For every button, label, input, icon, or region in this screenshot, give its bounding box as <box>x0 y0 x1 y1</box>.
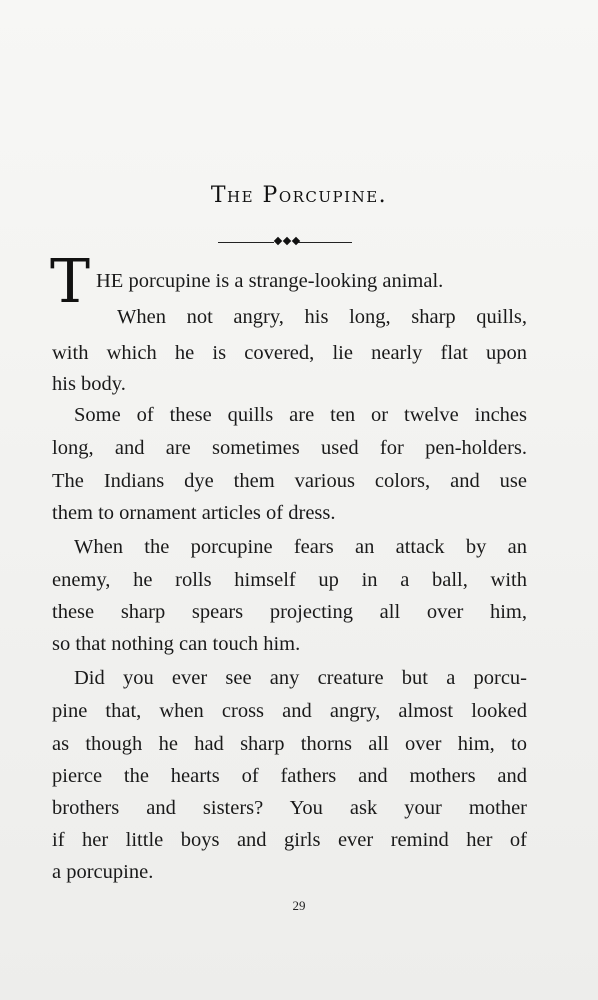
page-number: 29 <box>292 898 306 913</box>
paragraph-1-line-4: his body. <box>52 373 126 395</box>
paragraph-1-line-3: with which he is covered, lie nearly flat upon <box>52 342 527 364</box>
drop-cap: T <box>50 247 91 317</box>
paragraph-4-line-1: Did you ever see any creature but a porcu- <box>74 667 527 689</box>
paragraph-4-line-3: as though he had sharp thorns all over him, to <box>52 733 527 755</box>
paragraph-2-line-1: Some of these quills are ten or twelve inches <box>74 404 527 426</box>
ornament-rule-left <box>218 242 274 243</box>
paragraph-4-line-2: pine that, when cross and angry, almost looked <box>52 700 527 722</box>
paragraph-4-line-7: a porcupine. <box>52 861 154 883</box>
ornament-diamond <box>274 237 282 245</box>
paragraph-3-line-2: enemy, he rolls himself up in a ball, with <box>52 569 527 591</box>
page-title: The Porcupine. <box>210 183 388 208</box>
paragraph-3-line-3: these sharp spears projecting all over him, <box>52 601 527 623</box>
paragraph-4-line-5: brothers and sisters? You ask your mother <box>52 797 527 819</box>
ornament-diamond <box>292 237 300 245</box>
paragraph-4-line-4: pierce the hearts of fathers and mothers and <box>52 765 527 787</box>
paragraph-1-line-2: When not angry, his long, sharp quills, <box>117 306 527 328</box>
paragraph-2-line-2: long, and are sometimes used for pen-holders. <box>52 437 527 459</box>
paragraph-3-line-4: so that nothing can touch him. <box>52 633 301 655</box>
paragraph-1-line-1: HE porcupine is a strange-looking animal. <box>96 270 444 292</box>
title-ornament <box>218 236 352 248</box>
paragraph-4-line-6: if her little boys and girls ever remind her of <box>52 829 527 851</box>
ornament-rule-right <box>298 242 352 243</box>
paragraph-3-line-1: When the porcupine fears an attack by an <box>74 536 527 558</box>
paragraph-2-line-4: them to ornament articles of dress. <box>52 502 336 524</box>
ornament-diamond <box>283 237 291 245</box>
paragraph-2-line-3: The Indians dye them various colors, and use <box>52 470 527 492</box>
